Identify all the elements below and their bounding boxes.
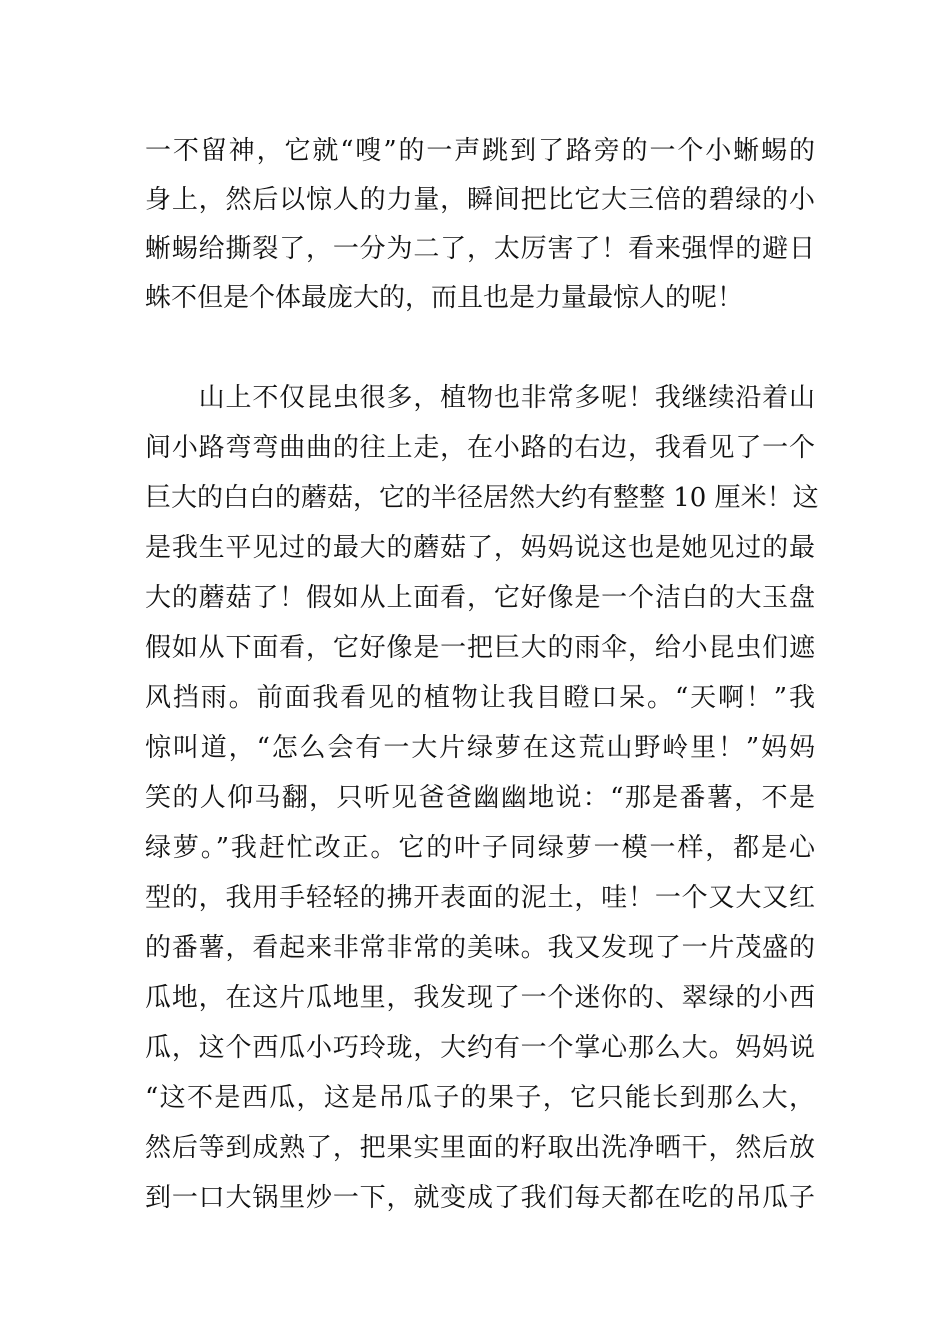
text-line: 是我生平见过的最大的蘑菇了，妈妈说这也是她见过的最 xyxy=(145,533,815,563)
text-line: 风挡雨。前面我看见的植物让我目瞪口呆。“天啊！”我 xyxy=(145,683,815,713)
text-line: 的番薯，看起来非常非常的美味。我又发现了一片茂盛的 xyxy=(145,933,815,963)
text-line: 巨大的白白的蘑菇，它的半径居然大约有整整 10 厘米！这 xyxy=(145,483,819,513)
text-line: 间小路弯弯曲曲的往上走，在小路的右边，我看见了一个 xyxy=(145,433,815,463)
text-line: 山上不仅昆虫很多，植物也非常多呢！我继续沿着山 xyxy=(145,383,815,413)
text-line: 笑的人仰马翻，只听见爸爸幽幽地说：“那是番薯，不是 xyxy=(145,783,815,813)
text-line: 假如从下面看，它好像是一把巨大的雨伞，给小昆虫们遮 xyxy=(145,633,815,663)
text-line: 绿萝。”我赶忙改正。它的叶子同绿萝一模一样，都是心 xyxy=(145,833,815,863)
text-line: 到一口大锅里炒一下，就变成了我们每天都在吃的吊瓜子 xyxy=(145,1183,815,1213)
text-line: 瓜地，在这片瓜地里，我发现了一个迷你的、翠绿的小西 xyxy=(145,983,815,1013)
text-line: 蛛不但是个体最庞大的，而且也是力量最惊人的呢！ xyxy=(145,283,744,313)
text-line: 惊叫道，“怎么会有一大片绿萝在这荒山野岭里！”妈妈 xyxy=(145,733,815,763)
text-line: 然后等到成熟了，把果实里面的籽取出洗净晒干，然后放 xyxy=(145,1133,815,1163)
text-line: 瓜，这个西瓜小巧玲珑，大约有一个掌心那么大。妈妈说 xyxy=(145,1033,815,1063)
text-line: 一不留神，它就“嗖”的一声跳到了路旁的一个小蜥蜴的 xyxy=(145,136,815,166)
text-line: 型的，我用手轻轻的拂开表面的泥土，哇！一个又大又红 xyxy=(145,883,815,913)
text-line: 身上，然后以惊人的力量，瞬间把比它大三倍的碧绿的小 xyxy=(145,185,815,215)
text-line: 大的蘑菇了！假如从上面看，它好像是一个洁白的大玉盘 xyxy=(145,583,815,613)
text-line: 蜥蜴给撕裂了，一分为二了，太厉害了！看来强悍的避日 xyxy=(145,234,815,264)
text-line: “这不是西瓜，这是吊瓜子的果子，它只能长到那么大， xyxy=(145,1083,815,1113)
